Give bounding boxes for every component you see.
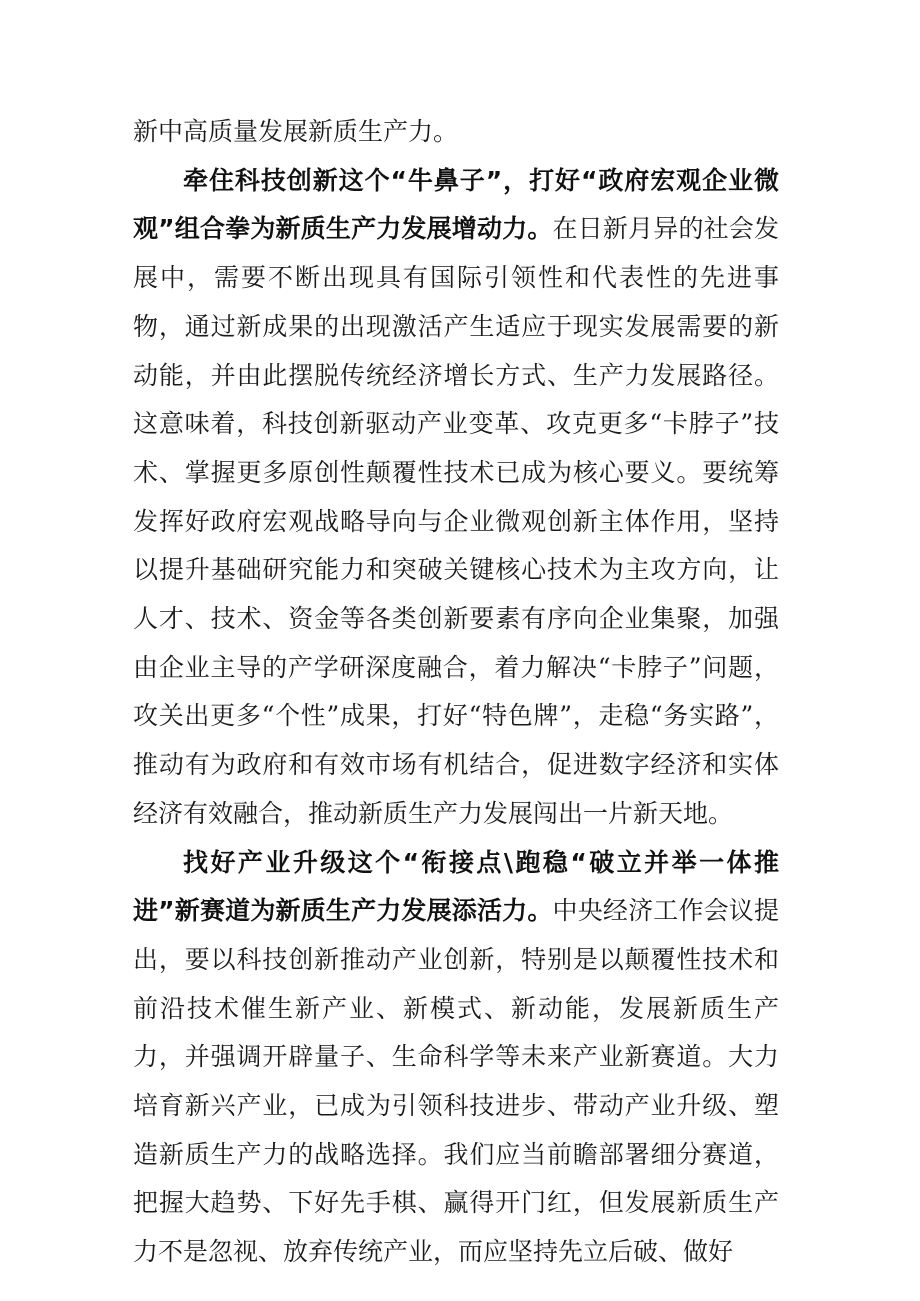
- paragraph-body: 中央经济工作会议提出，要以科技创新推动产业创新，特别是以颠覆性技术和前沿技术催生新产业、新模式、新动能，发展新质生产力，并强调开辟量子、生命科学等未来产业新赛道。大力培育新兴产业，已成为引领科技进步、带动产业升级、塑造新质生产力的战略选择。我们应当前瞻部署细分赛道，把握大趋势、下好先手棋、赢得开门红，但发展新质生产力不是忽视、放弃传统产业，而应坚持先立后破、做好: [133, 896, 779, 1267]
- paragraph-lead-heading: 牵住科技创新这个“牛鼻子”，打好“政府宏观企业微观”组合拳为新质生产力发展增动力。: [133, 165, 779, 244]
- paragraph-tech-innovation: [133, 157, 779, 839]
- paragraph-continuation: [133, 108, 779, 157]
- paragraph-body: 在日新月异的社会发展中，需要不断出现具有国际引领性和代表性的先进事物，通过新成果的出现激活产生适应于现实发展需要的新动能，并由此摆脱传统经济增长方式、生产力发展路径。这意味着，科技创新驱动产业变革、攻克更多“卡脖子”技术、掌握更多原创性颠覆性技术已成为核心要义。要统筹发挥好政府宏观战略导向与企业微观创新主体作用，坚持以提升基础研究能力和突破关键核心技术为主攻方向，让人才、技术、资金等各类创新要素有序向企业集聚，加强由企业主导的产学研深度融合，着力解决“卡脖子”问题，攻关出更多“个性”成果，打好“特色牌”，走稳“务实路”，推动有为政府和有效市场有机结合，促进数字经济和实体经济有效融合，推动新质生产力发展闯出一片新天地。: [133, 214, 779, 828]
- document-body: [133, 108, 779, 1277]
- paragraph-industry-upgrade: [133, 839, 779, 1277]
- paragraph-body: 新中高质量发展新质生产力。: [133, 117, 459, 146]
- paragraph-lead-heading: 找好产业升级这个“衔接点\跑稳“破立并举一体推进”新赛道为新质生产力发展添活力。: [133, 847, 779, 926]
